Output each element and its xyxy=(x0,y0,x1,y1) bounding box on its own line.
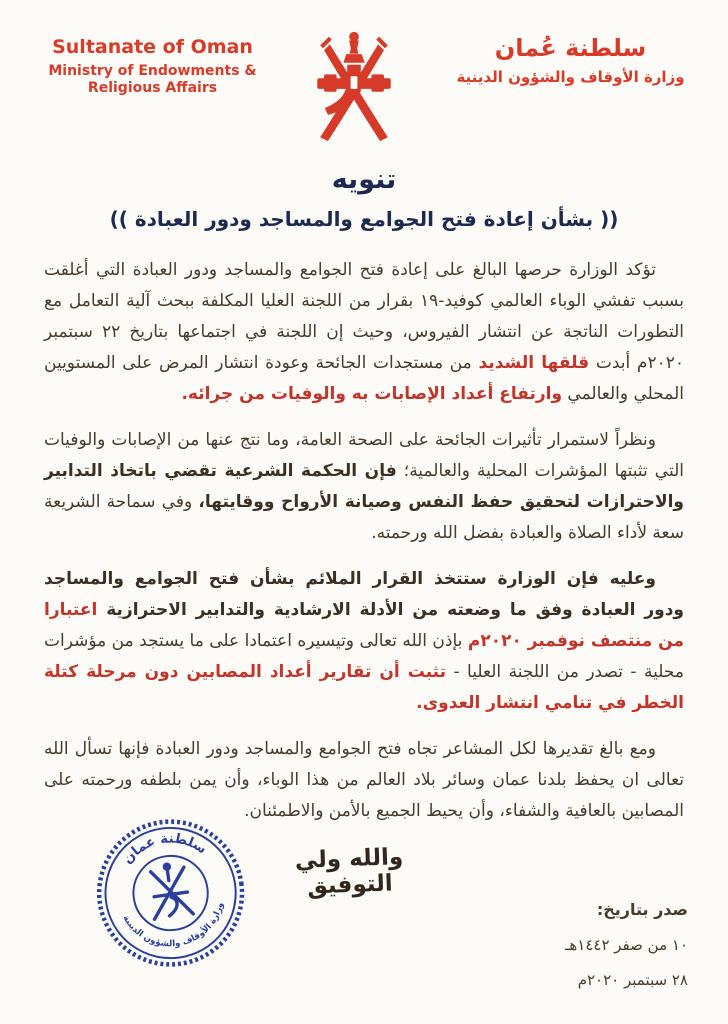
notice-heading xyxy=(0,164,728,231)
letterhead-english xyxy=(40,24,265,98)
oman-national-emblem-icon xyxy=(296,22,412,138)
letterhead-arabic xyxy=(443,24,698,86)
highlighted-text: قلقها الشديد xyxy=(478,353,590,373)
svg-text:وزارة الأوقاف والشؤون الدينية: وزارة الأوقاف والشؤون الدينية xyxy=(120,901,226,950)
ministry-name-en-line1: Ministry of Endowments & xyxy=(48,62,257,79)
letterhead xyxy=(0,0,728,138)
body-text: وعليه فإن الوزارة ستتخذ القرار الملائم بشأن فتح الجوامع والمساجد ودور العبادة وفق ما وضعته من الأدلة الارشادية والتدابير الاحترازية xyxy=(44,569,684,620)
notice-subtitle: (( بشأن إعادة فتح الجوامع والمساجد ودور العبادة )) xyxy=(109,207,619,231)
highlighted-text: اعتبارا من منتصف نوفمبر ٢٠٢٠م xyxy=(44,600,684,651)
issue-date-gregorian: ٢٨ سبتمبر ٢٠٢٠م xyxy=(577,971,688,989)
issue-date-hijri: ١٠ من صفر ١٤٤٢هـ xyxy=(564,936,688,954)
paragraph-prayer xyxy=(44,734,684,827)
notice-body xyxy=(44,255,684,827)
ministry-name-ar: وزارة الأوقاف والشؤون الدينية xyxy=(456,68,685,86)
highlighted-text: وارتفاع أعداد الإصابات به والوفيات من جرائه. xyxy=(181,384,563,404)
body-text: ومع بالغ تقديرها لكل المشاعر تجاه فتح الجوامع والمساجد ودور العبادة فإنها تسأل الله تعالى ان يحفظ بلدنا عمان وسائر بلاد العالم من هذا الوباء، وأن يمن بلطفه ورحمته على المصابين بالعافية والشفاء، وأن يحيط الجميع بالأمن والاطمئنان. xyxy=(44,739,684,821)
body-text: فإن الحكمة الشرعية تقضي باتخاذ التدابير والاحترازات لتحقيق حفظ النفس وصيانة الأرواح ووقايتها، xyxy=(44,461,684,512)
notice-title: تنويه xyxy=(331,164,397,195)
paragraph-concern xyxy=(44,255,684,410)
body-text: ونظراً لاستمرار تأثيرات الجائحة على الصحة العامة، وما نتج عنها من الإصابات والوفيات التي تثبتها المؤشرات المحلية والعالمية؛ xyxy=(44,430,684,481)
ministry-name-en-line2: Religious Affairs xyxy=(87,80,218,97)
ministry-seal-stamp xyxy=(84,806,259,986)
closing-signature: والله ولي التوفيق xyxy=(294,844,404,900)
body-text: وفي سماحة الشريعة سعة لأداء الصلاة والعبادة بفضل الله ورحمته. xyxy=(44,492,684,543)
issue-date-label: صدر بتاريخ: xyxy=(596,900,688,919)
paragraph-sharia-wisdom xyxy=(44,425,684,549)
country-name-ar: سلطنة عُمان xyxy=(494,34,647,62)
body-text: من مستجدات الجائحة وعودة انتشار المرض على المستويين المحلي والعالمي xyxy=(44,353,684,404)
svg-text:سلطنة عمان: سلطنة عمان xyxy=(120,831,209,868)
issue-date-block xyxy=(458,900,688,989)
country-name-en: Sultanate of Oman xyxy=(52,36,253,58)
paragraph-reopening-decision xyxy=(44,564,684,719)
body-text: تؤكد الوزارة حرصها البالغ على إعادة فتح الجوامع والمساجد ودور العبادة التي أغلقت بسبب تفشي الوباء العالمي كوفيد-١٩ بقرار من اللجنة العليا المكلفة ببحث آلية التعامل مع التطورات الناتجة عن انتشار الفيروس، وحيث إن اللجنة في اجتماعها بتاريخ ٢٢ سبتمبر ٢٠٢٠م أبدت xyxy=(44,260,684,373)
highlighted-text: تثبت أن تقارير أعداد المصابين دون مرحلة كتلة الخطر في تنامي انتشار العدوى. xyxy=(44,662,684,713)
body-text: بإذن الله تعالى وتيسيره اعتمادا على ما يستجد من مؤشرات محلية - تصدر من اللجنة العليا - xyxy=(44,631,684,682)
